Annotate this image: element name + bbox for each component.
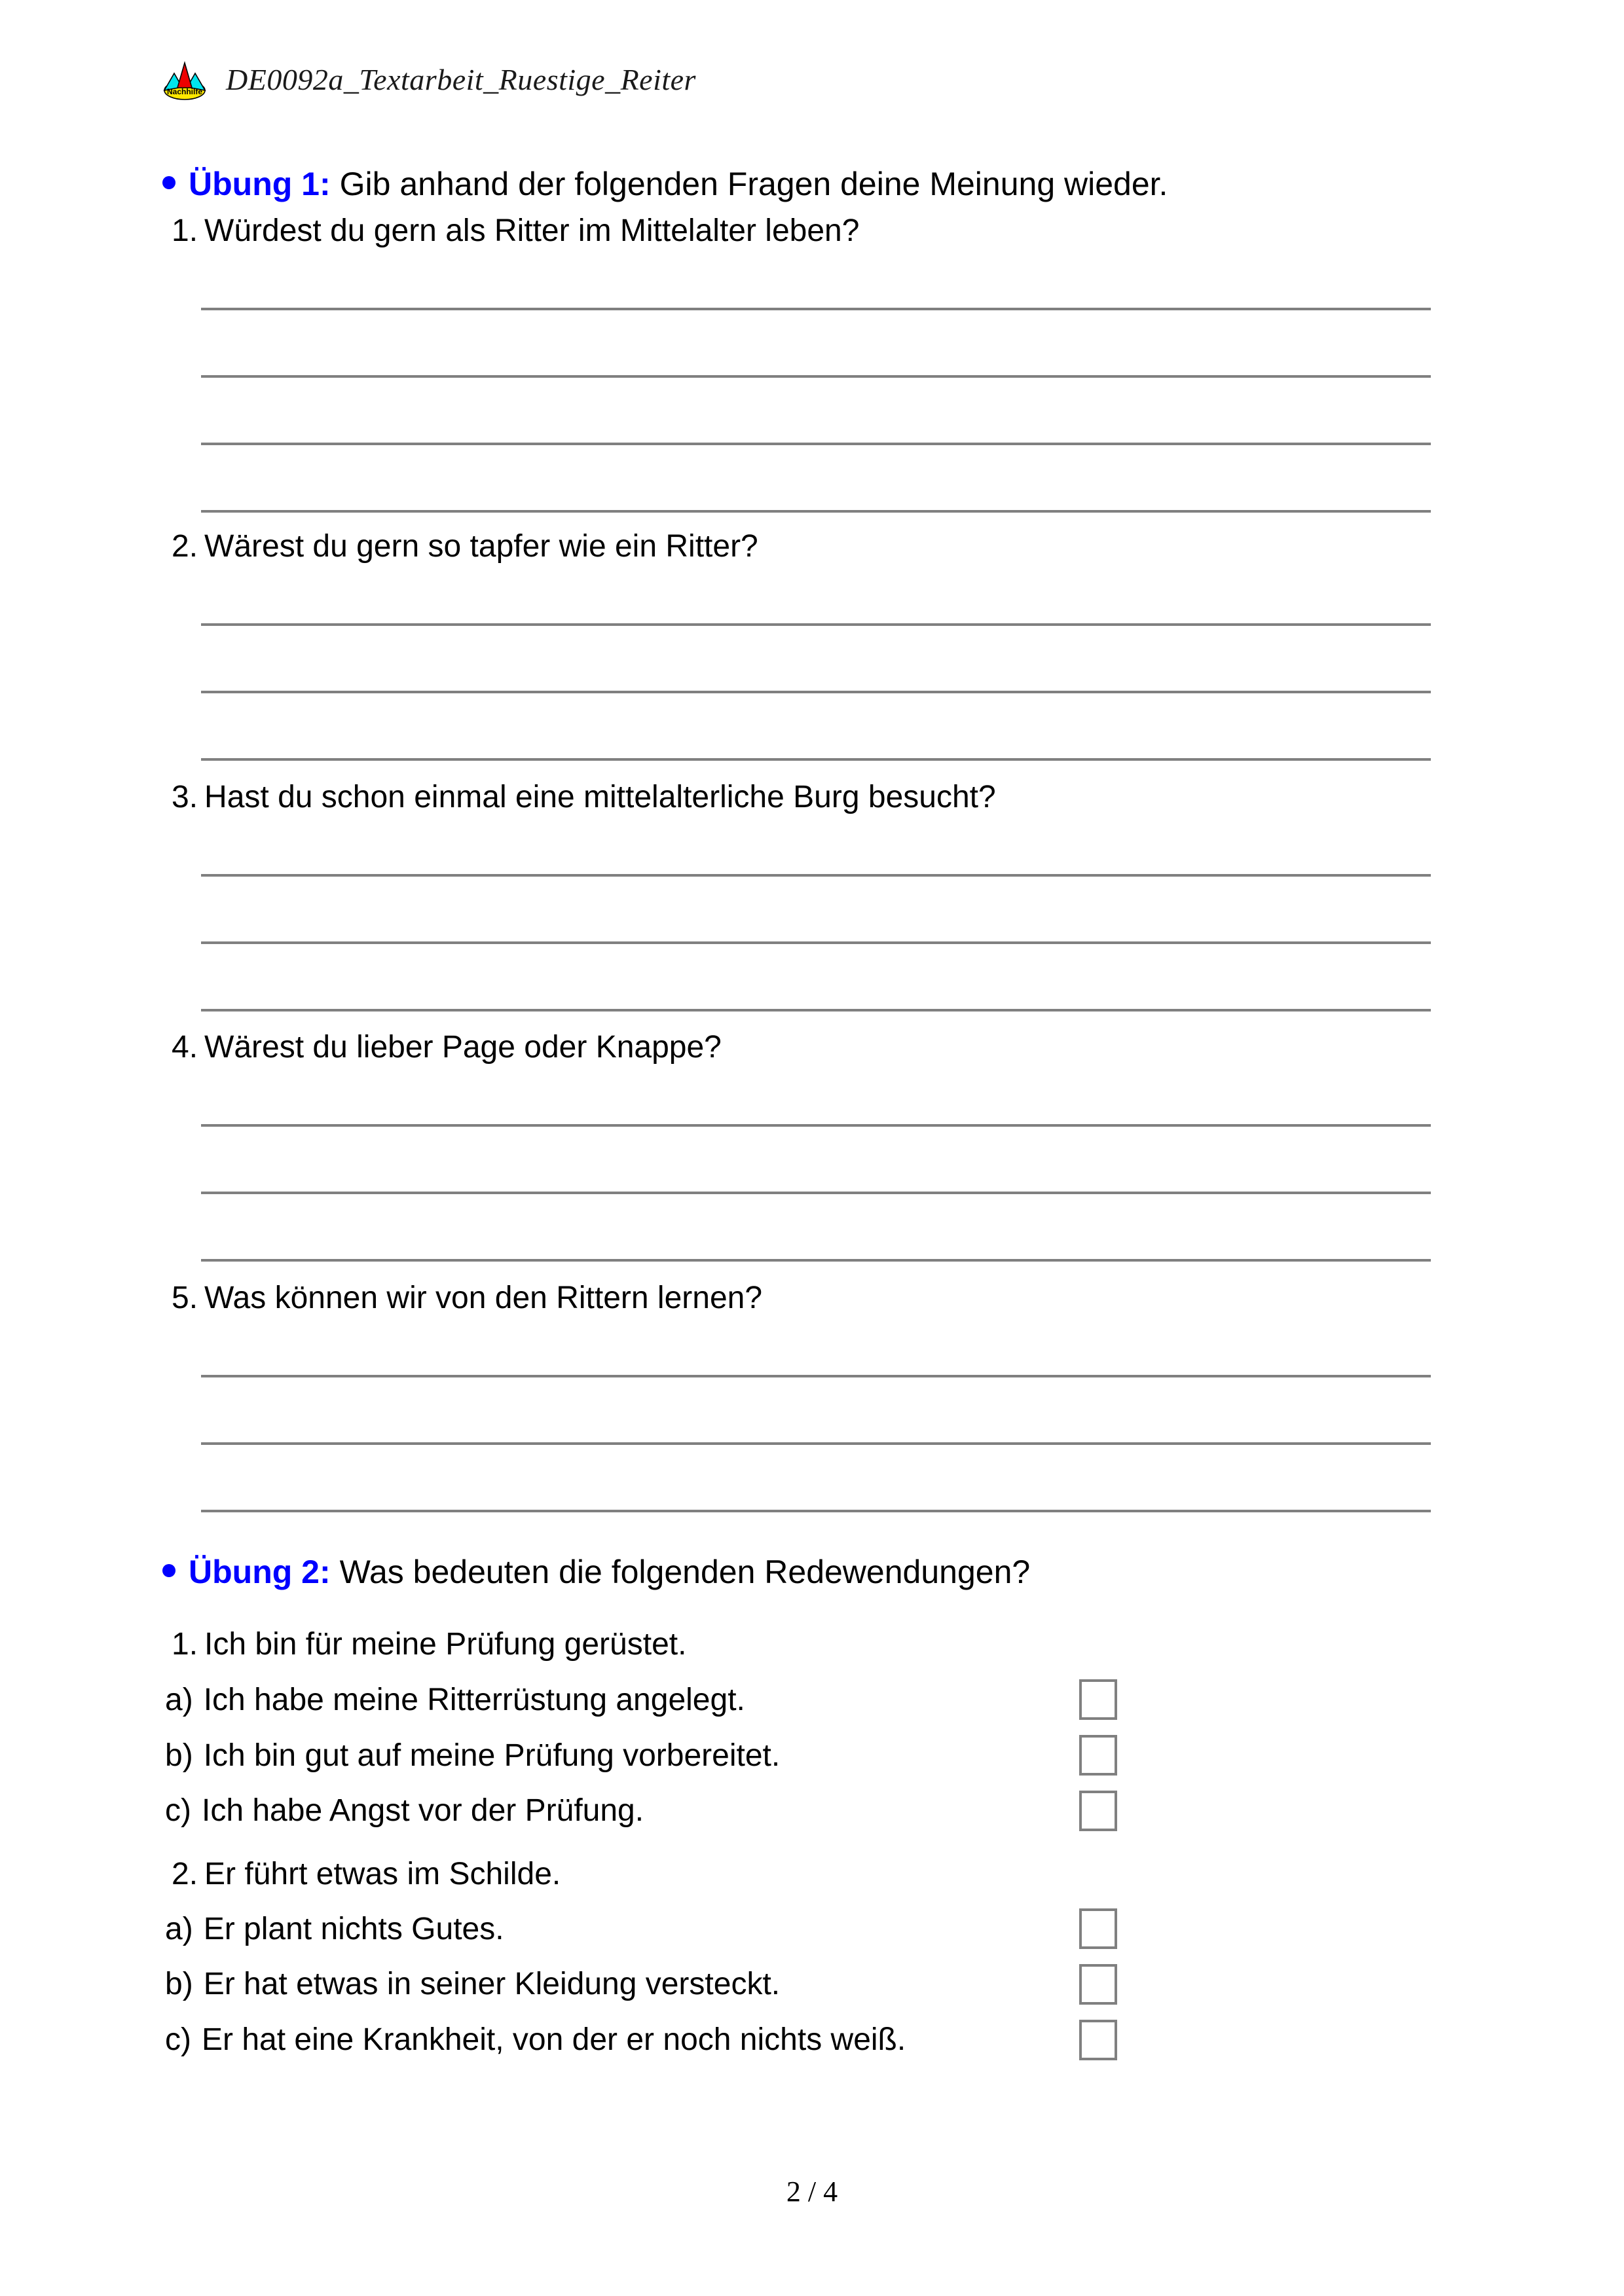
checkbox-idiom-1-option-b[interactable] xyxy=(1079,1735,1117,1776)
answer-line[interactable] xyxy=(201,1259,1431,1262)
idiom-2-option-a[interactable] xyxy=(165,1911,504,1947)
svg-text:Nachhilfe: Nachhilfe xyxy=(166,87,203,96)
idiom-2-option-b-letter: b) xyxy=(165,1967,193,2001)
question-4-number: 4. xyxy=(172,1030,198,1065)
question-3-number: 3. xyxy=(172,780,198,814)
answer-line[interactable] xyxy=(201,758,1431,761)
checkbox-idiom-1-option-c[interactable] xyxy=(1079,1791,1117,1831)
idiom-2-stem xyxy=(172,1856,561,1892)
answer-line[interactable] xyxy=(201,1442,1431,1445)
exercise-1-label: Übung 1: xyxy=(189,166,331,202)
idiom-2-option-c[interactable] xyxy=(165,2022,906,2058)
answer-line[interactable] xyxy=(201,623,1431,626)
answer-line[interactable] xyxy=(201,443,1431,445)
exercise-2-instruction: Was bedeuten die folgenden Redewendungen? xyxy=(339,1554,1031,1590)
bullet-icon xyxy=(162,1564,175,1577)
idiom-2-text: Er führt etwas im Schilde. xyxy=(204,1857,561,1891)
idiom-2-option-b-text: Er hat etwas in seiner Kleidung versteckt. xyxy=(203,1967,781,2001)
question-1-text: Würdest du gern als Ritter im Mittelalter leben? xyxy=(204,213,860,248)
answer-line[interactable] xyxy=(201,1124,1431,1127)
idiom-1-number: 1. xyxy=(172,1627,198,1662)
idiom-1-option-b[interactable] xyxy=(165,1738,780,1774)
question-4-text: Wärest du lieber Page oder Knappe? xyxy=(204,1030,722,1065)
answer-line[interactable] xyxy=(201,1009,1431,1011)
answer-line[interactable] xyxy=(201,941,1431,944)
exercise-2-label: Übung 2: xyxy=(189,1554,331,1590)
question-4 xyxy=(172,1029,722,1065)
answer-line[interactable] xyxy=(201,1375,1431,1377)
answer-line[interactable] xyxy=(201,375,1431,378)
answer-line[interactable] xyxy=(201,1510,1431,1512)
exercise-2-heading xyxy=(162,1553,1030,1591)
answer-line[interactable] xyxy=(201,691,1431,693)
idiom-1-option-b-text: Ich bin gut auf meine Prüfung vorbereitet. xyxy=(203,1738,781,1773)
document-header xyxy=(160,58,696,101)
document-title: DE0092a_Textarbeit_Ruestige_Reiter xyxy=(226,62,696,96)
idiom-1-option-c-text: Ich habe Angst vor der Prüfung. xyxy=(201,1793,644,1828)
idiom-1-text: Ich bin für meine Prüfung gerüstet. xyxy=(204,1627,687,1662)
question-5-text: Was können wir von den Rittern lernen? xyxy=(204,1281,763,1315)
idiom-2-option-b[interactable] xyxy=(165,1966,780,2002)
idiom-1-option-b-letter: b) xyxy=(165,1738,193,1773)
idiom-1-option-a-text: Ich habe meine Ritterrüstung angelegt. xyxy=(203,1683,745,1717)
checkbox-idiom-1-option-a[interactable] xyxy=(1079,1679,1117,1720)
exercise-1-heading xyxy=(162,165,1168,203)
idiom-1-option-c[interactable] xyxy=(165,1793,644,1829)
question-2-text: Wärest du gern so tapfer wie ein Ritter? xyxy=(204,529,758,564)
question-2 xyxy=(172,528,758,564)
question-3-text: Hast du schon einmal eine mittelalterliche Burg besucht? xyxy=(204,780,996,814)
checkbox-idiom-2-option-c[interactable] xyxy=(1079,2020,1117,2060)
page-number-footer: 2 / 4 xyxy=(786,2176,838,2208)
checkbox-idiom-2-option-a[interactable] xyxy=(1079,1908,1117,1949)
checkbox-idiom-2-option-b[interactable] xyxy=(1079,1964,1117,2005)
question-2-number: 2. xyxy=(172,529,198,564)
question-1-number: 1. xyxy=(172,213,198,248)
question-5-number: 5. xyxy=(172,1281,198,1315)
nachhilfe-mountain-logo-icon xyxy=(160,58,209,101)
question-5 xyxy=(172,1280,762,1316)
answer-line[interactable] xyxy=(201,510,1431,513)
bullet-icon xyxy=(162,176,175,189)
idiom-2-number: 2. xyxy=(172,1857,198,1891)
idiom-2-option-c-letter: c) xyxy=(165,2022,191,2057)
answer-line[interactable] xyxy=(201,874,1431,877)
question-1 xyxy=(172,213,859,249)
idiom-2-option-c-text: Er hat eine Krankheit, von der er noch nichts weiß. xyxy=(201,2022,906,2057)
idiom-1-stem xyxy=(172,1626,686,1662)
idiom-2-option-a-letter: a) xyxy=(165,1912,193,1946)
idiom-1-option-a[interactable] xyxy=(165,1682,745,1718)
answer-line[interactable] xyxy=(201,1192,1431,1194)
exercise-1-instruction: Gib anhand der folgenden Fragen deine Meinung wieder. xyxy=(339,166,1168,202)
answer-line[interactable] xyxy=(201,308,1431,310)
question-3 xyxy=(172,779,996,815)
idiom-1-option-c-letter: c) xyxy=(165,1793,191,1828)
idiom-2-option-a-text: Er plant nichts Gutes. xyxy=(203,1912,504,1946)
idiom-1-option-a-letter: a) xyxy=(165,1683,193,1717)
